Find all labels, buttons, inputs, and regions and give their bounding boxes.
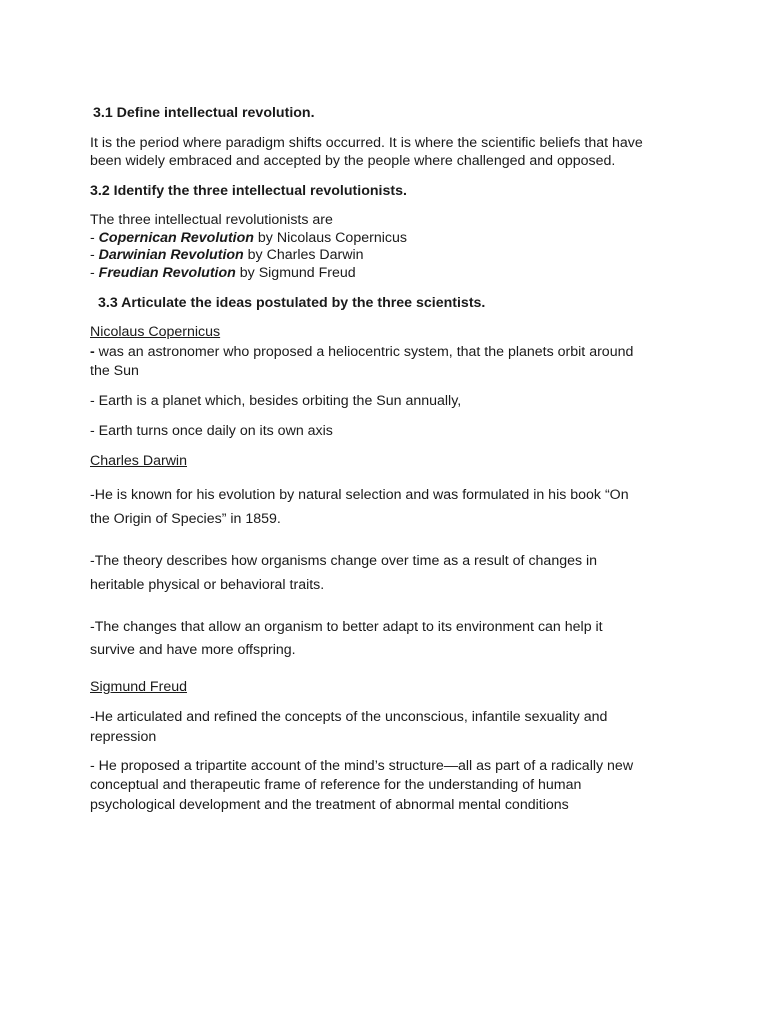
- freud-point-2-line-2: conceptual and therapeutic frame of reference for the understanding of human: [90, 777, 582, 793]
- list-dash: -: [90, 230, 99, 246]
- heading-3-1: 3.1 Define intellectual revolution.: [93, 105, 315, 121]
- list-item: [90, 230, 407, 246]
- q31-answer-line-2: been widely embraced and accepted by the people where challenged and opposed.: [90, 153, 616, 169]
- bullet-dash: -: [90, 344, 95, 360]
- revolution-name: Freudian Revolution: [98, 265, 236, 281]
- darwin-point-1-line-2: the Origin of Species” in 1859.: [90, 511, 281, 527]
- heading-3-2: 3.2 Identify the three intellectual revolutionists.: [90, 183, 407, 199]
- heading-3-3: 3.3 Articulate the ideas postulated by the three scientists.: [98, 295, 486, 311]
- copernicus-point-2: - Earth is a planet which, besides orbiting the Sun annually,: [90, 393, 462, 409]
- revolution-author: by Sigmund Freud: [235, 265, 356, 281]
- darwin-point-2-line-1: -The theory describes how organisms change over time as a result of changes in: [90, 553, 598, 569]
- freud-point-1-line-1: -He articulated and refined the concepts of the unconscious, infantile sexuality and: [90, 709, 608, 725]
- list-dash: -: [90, 265, 99, 281]
- darwin-point-1-line-1: -He is known for his evolution by natural selection and was formulated in his book “On: [90, 487, 629, 503]
- darwin-name: Charles Darwin: [90, 453, 187, 469]
- freud-name: Sigmund Freud: [90, 679, 187, 695]
- q31-answer-line-1: It is the period where paradigm shifts occurred. It is where the scientific beliefs that have: [90, 135, 643, 151]
- copernicus-point-1-line-1: - was an astronomer who proposed a heliocentric system, that the planets orbit around: [90, 344, 634, 360]
- list-dash: -: [90, 247, 99, 263]
- copernicus-point-3: - Earth turns once daily on its own axis: [90, 423, 333, 439]
- copernicus-name: Nicolaus Copernicus: [90, 324, 221, 340]
- q32-intro: The three intellectual revolutionists are: [90, 212, 333, 228]
- revolution-name: Darwinian Revolution: [98, 247, 244, 263]
- list-item: [90, 265, 356, 281]
- revolution-author: by Nicolaus Copernicus: [253, 230, 407, 246]
- freud-point-2-line-1: - He proposed a tripartite account of the mind’s structure—all as part of a radically new: [90, 758, 634, 774]
- revolution-name: Copernican Revolution: [98, 230, 254, 246]
- copernicus-point-1-line-2: the Sun: [90, 363, 139, 379]
- darwin-point-3-line-1: -The changes that allow an organism to better adapt to its environment can help it: [90, 619, 603, 635]
- darwin-point-3-line-2: survive and have more offspring.: [90, 642, 296, 658]
- freud-point-1-line-2: repression: [90, 729, 157, 745]
- freud-point-2-line-3: psychological development and the treatment of abnormal mental conditions: [90, 797, 569, 813]
- list-item: [90, 247, 364, 263]
- darwin-point-2-line-2: heritable physical or behavioral traits.: [90, 577, 325, 593]
- revolution-author: by Charles Darwin: [243, 247, 364, 263]
